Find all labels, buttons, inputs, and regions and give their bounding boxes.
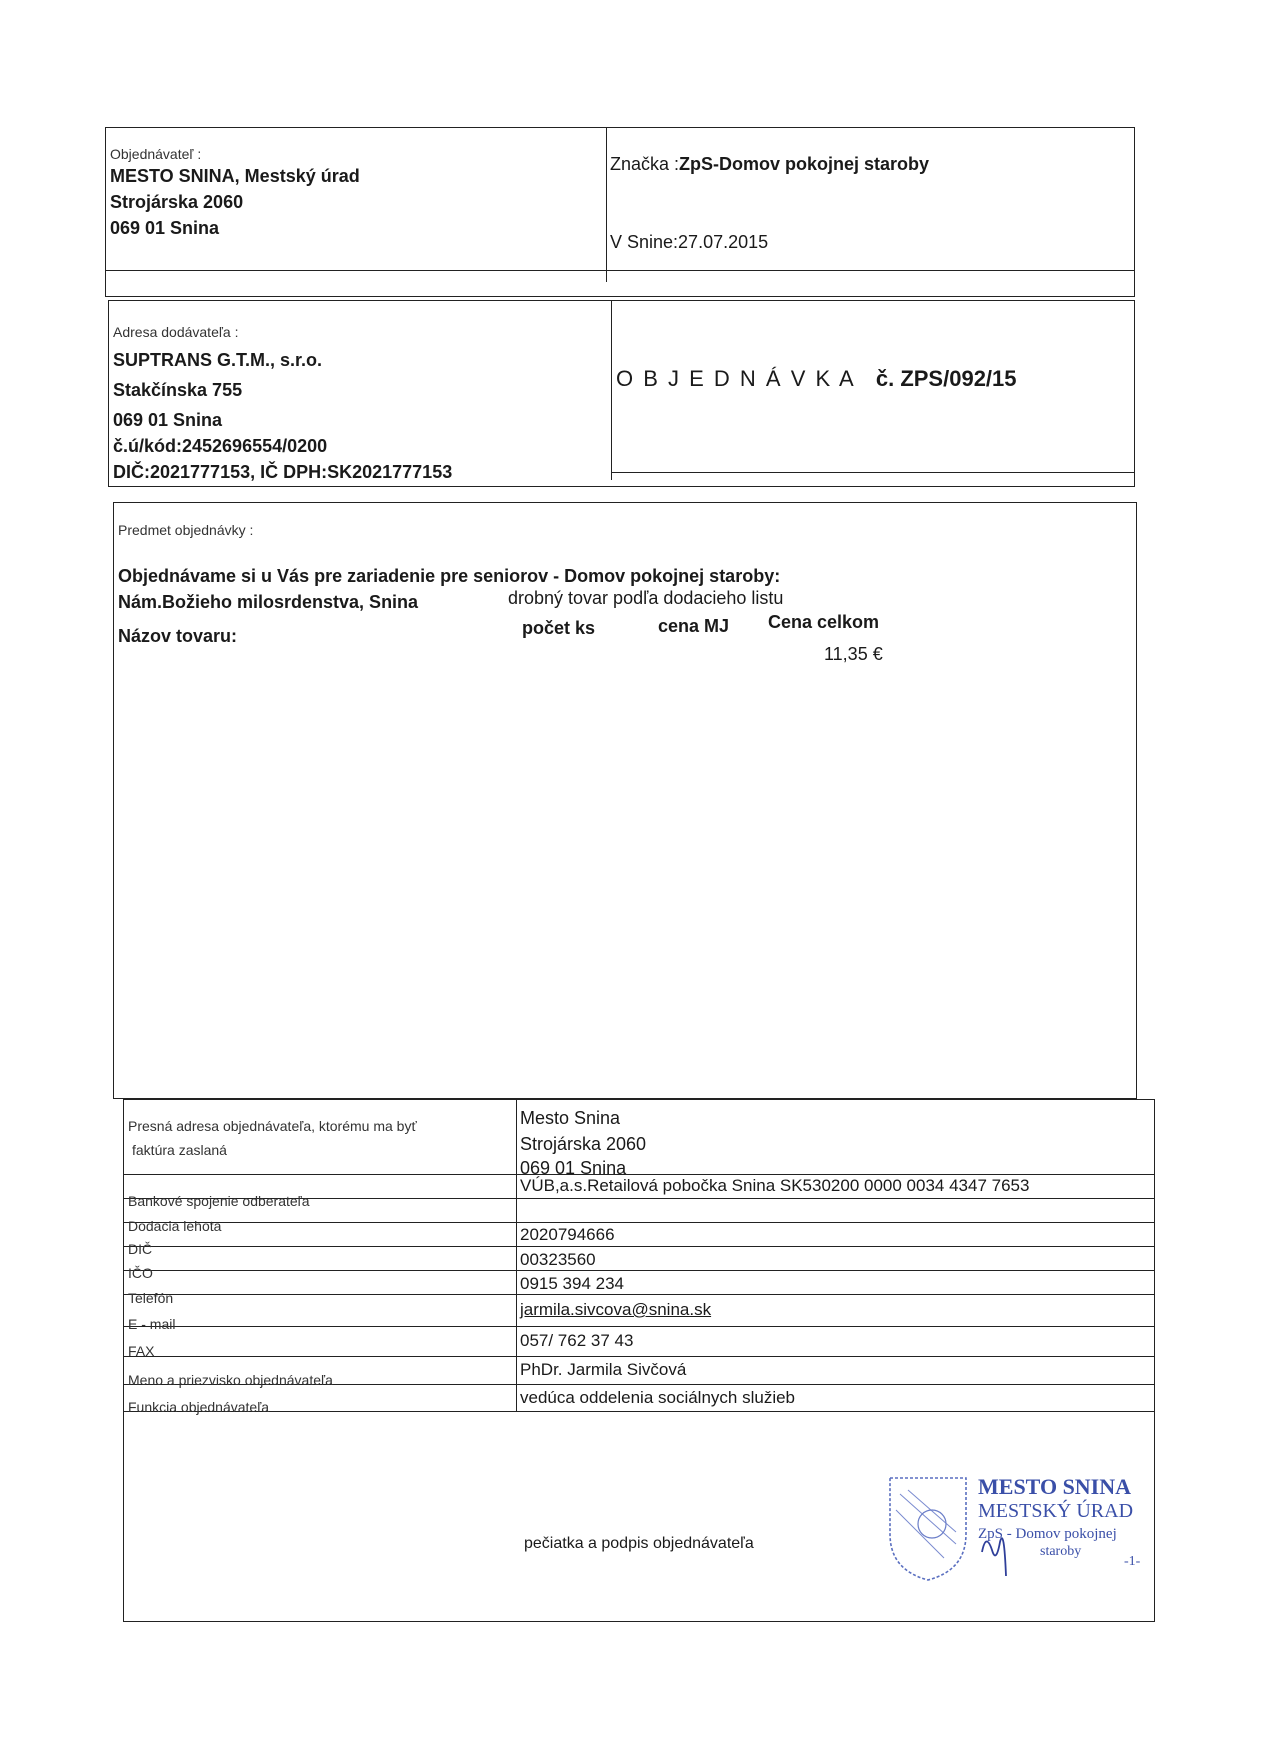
detail-label-ico: IČO xyxy=(128,1265,153,1281)
detail-value-function: vedúca oddelenia sociálnych služieb xyxy=(520,1388,796,1407)
subject-line2: Nám.Božieho milosrdenstva, Snina xyxy=(118,592,419,612)
detail-label-email: E - mail xyxy=(128,1316,176,1332)
row-rule xyxy=(123,1294,1155,1295)
supplier-street: Stakčínska 755 xyxy=(113,380,243,400)
row-rule xyxy=(123,1174,1155,1175)
orderer-section xyxy=(105,127,1135,297)
orderer-divider xyxy=(606,127,607,282)
details-divider xyxy=(516,1099,517,1411)
detail-value-email[interactable]: jarmila.sivcova@snina.sk xyxy=(520,1300,712,1319)
supplier-city: 069 01 Snina xyxy=(113,410,223,430)
supplier-divider xyxy=(611,300,612,480)
detail-value-name: PhDr. Jarmila Sivčová xyxy=(520,1360,687,1379)
detail-label-bank: Bankové spojenie odberateľa xyxy=(128,1193,310,1209)
orderer-street: Strojárska 2060 xyxy=(110,192,244,212)
stamp-page: -1- xyxy=(1124,1554,1141,1569)
subject-label: Predmet objednávky : xyxy=(118,522,254,538)
reference-value: ZpS-Domov pokojnej staroby xyxy=(679,154,930,174)
orderer-city: 069 01 Snina xyxy=(110,218,220,238)
supplier-bottom-rule xyxy=(611,472,1135,473)
row-rule xyxy=(123,1356,1155,1357)
order-number: č. ZPS/092/15 xyxy=(875,366,1017,391)
subject-line1: Objednávame si u Vás pre zariadenie pre seniorov - Domov pokojnej staroby: xyxy=(118,566,781,586)
row-rule xyxy=(123,1222,1155,1223)
orderer-name: MESTO SNINA, Mestský úrad xyxy=(110,166,360,186)
supplier-name: SUPTRANS G.T.M., s.r.o. xyxy=(113,350,323,370)
orderer-bottom-rule xyxy=(105,270,1135,271)
stamp-line4: staroby xyxy=(1040,1544,1082,1559)
invoice-label-line1: Presná adresa objednávateľa, ktorému ma byť xyxy=(128,1118,417,1134)
row-rule xyxy=(123,1326,1155,1327)
orderer-label: Objednávateľ : xyxy=(110,146,202,162)
invoice-addr3: 069 01 Snina xyxy=(520,1158,627,1178)
stamp xyxy=(880,1468,1155,1588)
coat-of-arms-icon xyxy=(886,1474,972,1584)
row-rule xyxy=(123,1270,1155,1271)
supplier-label: Adresa dodávateľa : xyxy=(113,324,239,340)
detail-value-ico: 00323560 xyxy=(520,1250,596,1269)
col-unit-header: cena MJ xyxy=(658,616,730,636)
invoice-addr2: Strojárska 2060 xyxy=(520,1134,647,1154)
subject-description: drobný tovar podľa dodacieho listu xyxy=(508,588,784,608)
detail-value-phone: 0915 394 234 xyxy=(520,1274,624,1293)
invoice-label-line2: faktúra zaslaná xyxy=(132,1142,227,1158)
stamp-line1: MESTO SNINA xyxy=(978,1474,1132,1499)
reference-label: Značka : xyxy=(610,154,680,174)
reference-line xyxy=(610,154,929,175)
order-title: O B J E D N Á V K A xyxy=(616,366,856,391)
signature-label: pečiatka a podpis objednávateľa xyxy=(524,1535,754,1552)
supplier-section xyxy=(108,300,1135,487)
detail-label-fax: FAX xyxy=(128,1343,155,1359)
detail-value-dic: 2020794666 xyxy=(520,1225,615,1244)
row-rule xyxy=(123,1411,1155,1412)
detail-label-delivery: Dodacia lehota xyxy=(128,1218,222,1234)
total-value: 11,35 € xyxy=(824,644,883,664)
detail-label-phone: Telefón xyxy=(128,1290,174,1306)
invoice-addr1: Mesto Snina xyxy=(520,1108,621,1128)
col-item-header: Názov tovaru: xyxy=(118,626,238,646)
detail-value-fax: 057/ 762 37 43 xyxy=(520,1331,634,1350)
detail-value-bank: VÚB,a.s.Retailová pobočka Snina SK530200 0000 0034 4347 7653 xyxy=(520,1176,1030,1195)
row-rule xyxy=(123,1246,1155,1247)
col-qty-header: počet ks xyxy=(522,618,596,638)
stamp-line2: MESTSKÝ ÚRAD xyxy=(978,1500,1134,1522)
detail-label-dic: DIČ xyxy=(128,1241,153,1257)
order-heading xyxy=(616,366,1017,392)
detail-label-name: Meno a priezvisko objednávateľa xyxy=(128,1372,333,1388)
stamp-line3: ZpS - Domov pokojnej xyxy=(978,1526,1117,1542)
col-total-header: Cena celkom xyxy=(768,612,880,632)
detail-label-function: Funkcia objednávateľa xyxy=(128,1399,270,1415)
reference-date: V Snine:27.07.2015 xyxy=(610,232,769,252)
supplier-account: č.ú/kód:2452696554/0200 xyxy=(113,436,328,456)
signature-scribble-icon xyxy=(976,1512,1016,1582)
supplier-tax: DIČ:2021777153, IČ DPH:SK2021777153 xyxy=(113,462,453,482)
